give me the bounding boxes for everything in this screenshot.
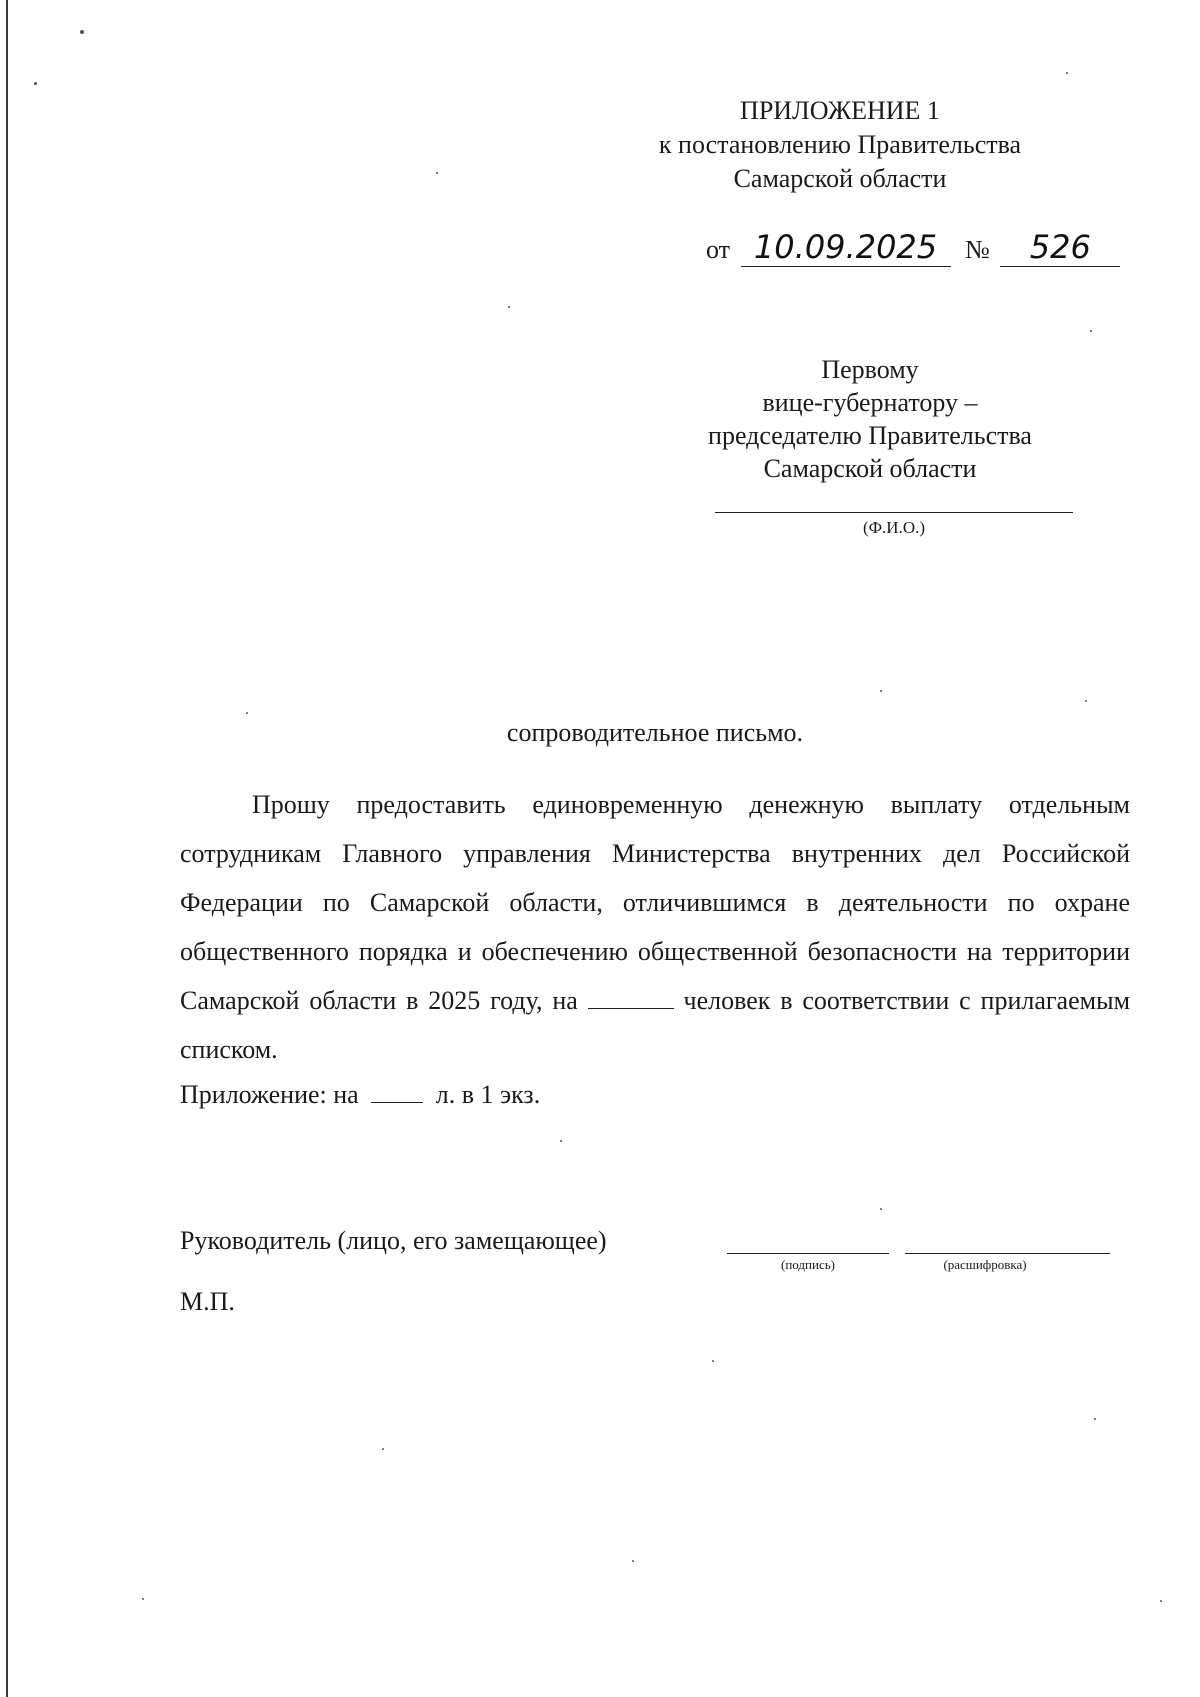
handwritten-date: 10.09.2025 bbox=[741, 228, 951, 267]
attachment-prefix: Приложение: на bbox=[180, 1080, 359, 1109]
addressee-line-1: Первому bbox=[821, 355, 919, 384]
attachment-suffix: л. в 1 экз. bbox=[435, 1080, 541, 1109]
appendix-block bbox=[640, 94, 1040, 196]
addressee-line-2: вице-губернатору – bbox=[762, 388, 978, 417]
paragraph-ending: человек в соответствии с прилагаемым списком. bbox=[180, 986, 1131, 1064]
addressee-line-4: Самарской области bbox=[763, 454, 977, 483]
page-edge-line bbox=[6, 0, 8, 1697]
signature-blank-line bbox=[727, 1253, 889, 1254]
addressee-line-3: председателю Правительства bbox=[708, 421, 1032, 450]
date-prefix: от bbox=[706, 235, 731, 264]
scan-speck bbox=[1094, 1418, 1096, 1420]
people-count-blank bbox=[588, 984, 674, 1009]
date-number-line bbox=[706, 228, 1106, 267]
scan-speck bbox=[1066, 72, 1068, 74]
sheet-count-blank bbox=[371, 1080, 423, 1103]
attachment-line bbox=[180, 1080, 540, 1110]
letter-subtitle: сопроводительное письмо. bbox=[506, 718, 804, 747]
name-decode-blank-line bbox=[905, 1253, 1110, 1254]
number-sign: № bbox=[965, 235, 990, 264]
letter-paragraph bbox=[180, 780, 1130, 1074]
scan-speck bbox=[34, 82, 37, 85]
scan-speck bbox=[880, 1208, 882, 1210]
fio-blank-line bbox=[715, 512, 1073, 513]
name-decode-caption: (расшифровка) bbox=[943, 1257, 1027, 1272]
appendix-line-1: к постановлению Правительства bbox=[658, 130, 1022, 159]
signatory-role: Руководитель (лицо, его замещающее) bbox=[180, 1226, 607, 1255]
addressee-block bbox=[700, 353, 1040, 485]
paragraph-text: Прошу предоставить единовременную денежную выплату отдельным сотрудникам Главного управления Министерства внутренних дел Российской Федерации по Самарской области, отличившимся в деятельности по охране общественного порядка и обеспечению общественной безопасности на территории Самарской области в 2025 году, на bbox=[180, 790, 1130, 1015]
stamp-placeholder: М.П. bbox=[180, 1287, 235, 1316]
appendix-title: ПРИЛОЖЕНИЕ 1 bbox=[740, 96, 940, 125]
signature-caption: (подпись) bbox=[781, 1257, 835, 1272]
scan-speck bbox=[142, 1598, 144, 1600]
scan-speck bbox=[712, 1360, 714, 1362]
handwritten-number: 526 bbox=[1000, 228, 1120, 267]
fio-caption: (Ф.И.О.) bbox=[862, 518, 926, 537]
scan-speck bbox=[508, 306, 510, 308]
scan-speck bbox=[1085, 700, 1087, 702]
scan-speck bbox=[382, 1448, 384, 1450]
scan-speck bbox=[632, 1560, 634, 1562]
appendix-line-2: Самарской области bbox=[733, 164, 947, 193]
scan-speck bbox=[436, 172, 438, 174]
scan-speck bbox=[1160, 1600, 1162, 1602]
scan-speck bbox=[560, 1140, 562, 1142]
scan-speck bbox=[1090, 330, 1092, 332]
scan-speck bbox=[246, 712, 248, 714]
scan-speck bbox=[80, 30, 84, 34]
scan-speck bbox=[880, 690, 882, 692]
